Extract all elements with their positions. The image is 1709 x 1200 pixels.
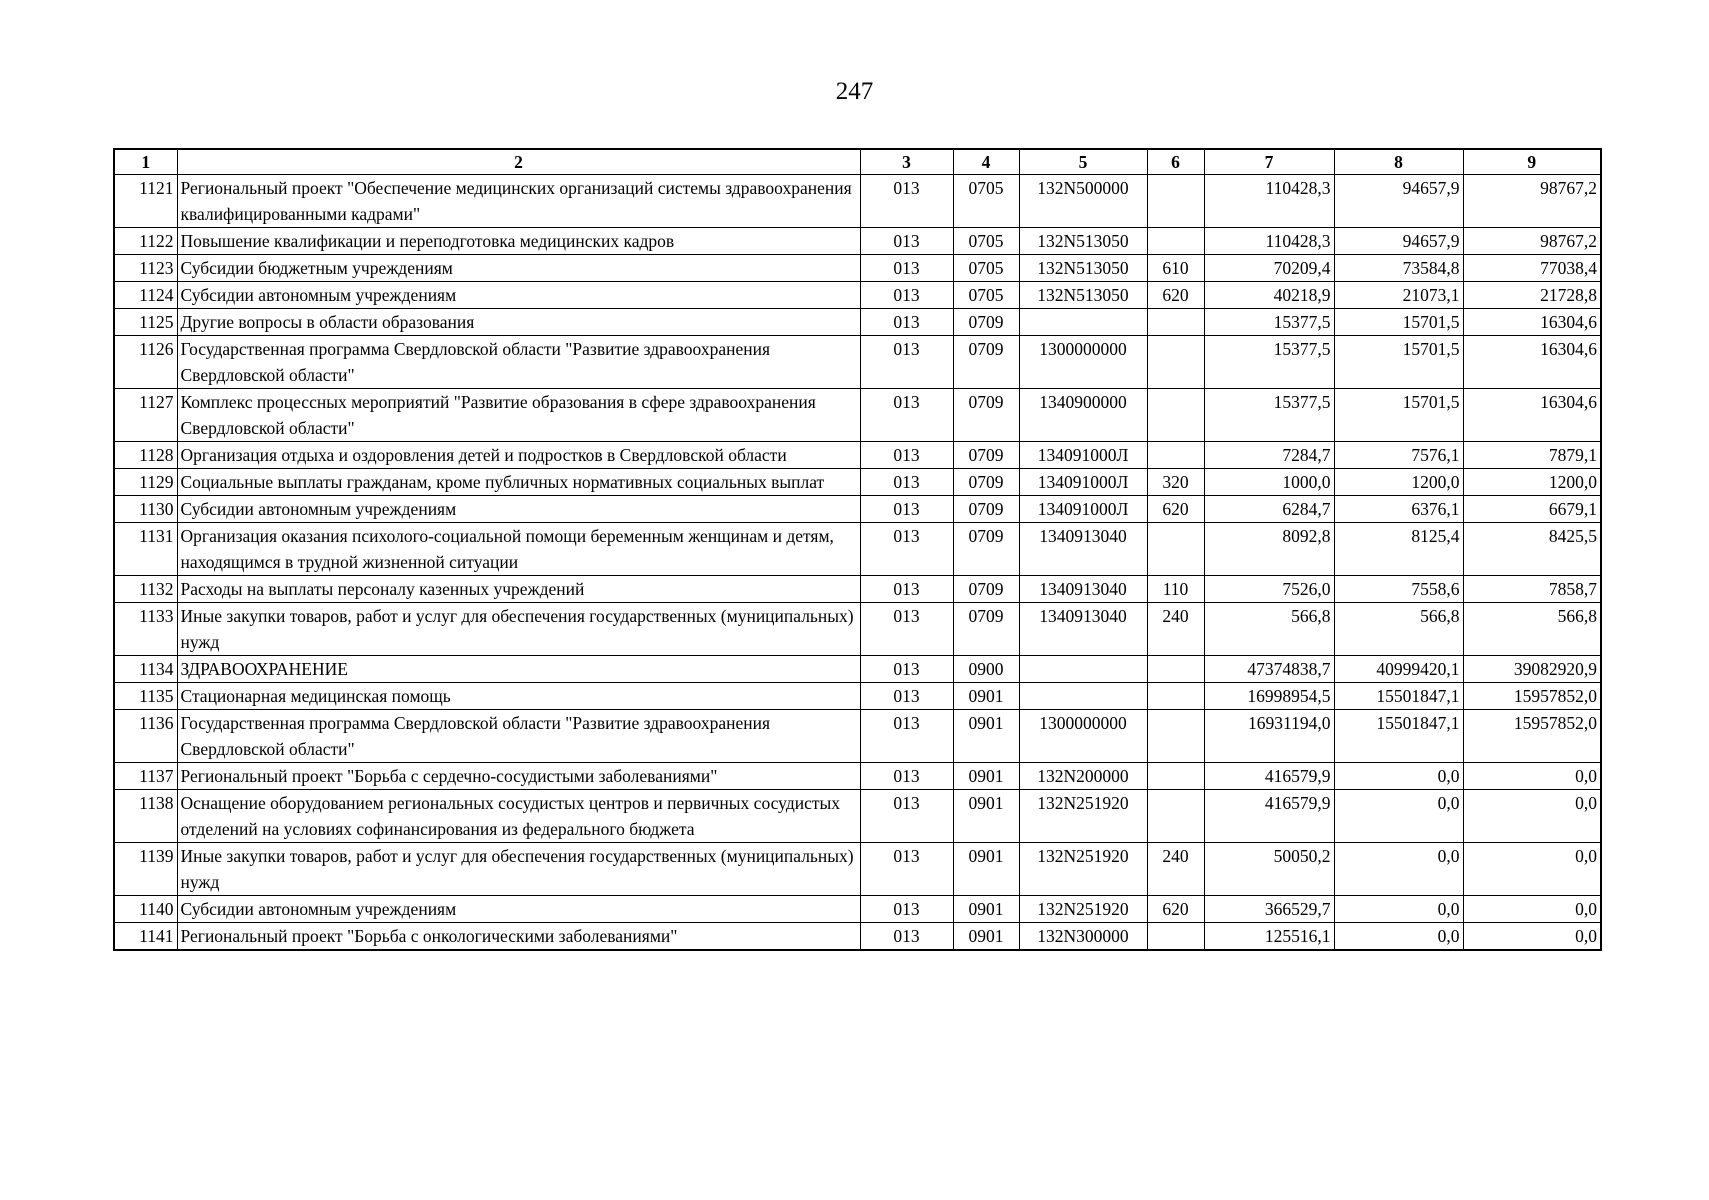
target-code-cell: 1340913040	[1019, 523, 1147, 576]
amount-year3-cell: 77038,4	[1463, 255, 1601, 282]
target-code-cell: 132N251920	[1019, 843, 1147, 896]
target-code-cell: 132N513050	[1019, 282, 1147, 309]
section-code-cell: 0709	[953, 523, 1019, 576]
expense-type-cell	[1147, 336, 1204, 389]
amount-year1-cell: 110428,3	[1204, 228, 1334, 255]
section-code-cell: 0709	[953, 469, 1019, 496]
amount-year1-cell: 125516,1	[1204, 923, 1334, 951]
amount-year2-cell: 0,0	[1334, 923, 1463, 951]
amount-year3-cell: 16304,6	[1463, 336, 1601, 389]
table-row	[114, 309, 1601, 336]
amount-year3-cell: 39082920,9	[1463, 656, 1601, 683]
description-cell: Региональный проект "Борьба с онкологическими заболеваниями"	[177, 923, 860, 951]
amount-year3-cell: 15957852,0	[1463, 710, 1601, 763]
target-code-cell	[1019, 683, 1147, 710]
expense-type-cell	[1147, 523, 1204, 576]
table-row	[114, 683, 1601, 710]
column-header: 4	[953, 149, 1019, 175]
column-header: 6	[1147, 149, 1204, 175]
description-cell: Государственная программа Свердловской области "Развитие здравоохранения Свердловской области"	[177, 336, 860, 389]
section-code-cell: 0901	[953, 710, 1019, 763]
description-cell: Повышение квалификации и переподготовка медицинских кадров	[177, 228, 860, 255]
admin-code-cell: 013	[860, 469, 953, 496]
expense-type-cell: 620	[1147, 282, 1204, 309]
amount-year1-cell: 15377,5	[1204, 336, 1334, 389]
description-cell: ЗДРАВООХРАНЕНИЕ	[177, 656, 860, 683]
amount-year1-cell: 416579,9	[1204, 763, 1334, 790]
table-row	[114, 255, 1601, 282]
section-code-cell: 0709	[953, 603, 1019, 656]
description-cell: Стационарная медицинская помощь	[177, 683, 860, 710]
amount-year3-cell: 0,0	[1463, 790, 1601, 843]
amount-year2-cell: 15501847,1	[1334, 683, 1463, 710]
amount-year3-cell: 0,0	[1463, 763, 1601, 790]
target-code-cell: 134091000Л	[1019, 496, 1147, 523]
admin-code-cell: 013	[860, 255, 953, 282]
amount-year3-cell: 6679,1	[1463, 496, 1601, 523]
target-code-cell: 1300000000	[1019, 336, 1147, 389]
amount-year2-cell: 15701,5	[1334, 389, 1463, 442]
description-cell: Социальные выплаты гражданам, кроме публичных нормативных социальных выплат	[177, 469, 860, 496]
expense-type-cell	[1147, 175, 1204, 228]
row-number-cell: 1125	[114, 309, 177, 336]
amount-year1-cell: 16998954,5	[1204, 683, 1334, 710]
amount-year2-cell: 73584,8	[1334, 255, 1463, 282]
amount-year3-cell: 8425,5	[1463, 523, 1601, 576]
amount-year1-cell: 7526,0	[1204, 576, 1334, 603]
expense-type-cell: 240	[1147, 603, 1204, 656]
admin-code-cell: 013	[860, 790, 953, 843]
description-cell: Государственная программа Свердловской области "Развитие здравоохранения Свердловской области"	[177, 710, 860, 763]
section-code-cell: 0705	[953, 282, 1019, 309]
amount-year2-cell: 0,0	[1334, 896, 1463, 923]
admin-code-cell: 013	[860, 896, 953, 923]
admin-code-cell: 013	[860, 576, 953, 603]
amount-year3-cell: 0,0	[1463, 923, 1601, 951]
target-code-cell: 1340913040	[1019, 603, 1147, 656]
table-row	[114, 523, 1601, 576]
amount-year3-cell: 98767,2	[1463, 175, 1601, 228]
target-code-cell: 132N500000	[1019, 175, 1147, 228]
amount-year1-cell: 50050,2	[1204, 843, 1334, 896]
table-row	[114, 790, 1601, 843]
target-code-cell: 132N200000	[1019, 763, 1147, 790]
admin-code-cell: 013	[860, 710, 953, 763]
amount-year1-cell: 416579,9	[1204, 790, 1334, 843]
target-code-cell: 132N251920	[1019, 790, 1147, 843]
amount-year2-cell: 0,0	[1334, 790, 1463, 843]
amount-year3-cell: 15957852,0	[1463, 683, 1601, 710]
amount-year1-cell: 110428,3	[1204, 175, 1334, 228]
admin-code-cell: 013	[860, 228, 953, 255]
description-cell: Субсидии автономным учреждениям	[177, 282, 860, 309]
section-code-cell: 0709	[953, 389, 1019, 442]
row-number-cell: 1141	[114, 923, 177, 951]
amount-year3-cell: 7879,1	[1463, 442, 1601, 469]
section-code-cell: 0709	[953, 442, 1019, 469]
description-cell: Субсидии автономным учреждениям	[177, 496, 860, 523]
target-code-cell: 132N300000	[1019, 923, 1147, 951]
table-row	[114, 896, 1601, 923]
amount-year1-cell: 7284,7	[1204, 442, 1334, 469]
amount-year2-cell: 7576,1	[1334, 442, 1463, 469]
amount-year2-cell: 8125,4	[1334, 523, 1463, 576]
amount-year1-cell: 6284,7	[1204, 496, 1334, 523]
table-row	[114, 763, 1601, 790]
target-code-cell: 134091000Л	[1019, 469, 1147, 496]
expense-type-cell	[1147, 442, 1204, 469]
admin-code-cell: 013	[860, 923, 953, 951]
row-number-cell: 1126	[114, 336, 177, 389]
target-code-cell: 132N251920	[1019, 896, 1147, 923]
amount-year2-cell: 15701,5	[1334, 309, 1463, 336]
admin-code-cell: 013	[860, 656, 953, 683]
description-cell: Организация оказания психолого-социальной помощи беременным женщинам и детям, находящимся в трудной жизненной ситуации	[177, 523, 860, 576]
target-code-cell	[1019, 656, 1147, 683]
table-row	[114, 336, 1601, 389]
admin-code-cell: 013	[860, 496, 953, 523]
column-header: 9	[1463, 149, 1601, 175]
row-number-cell: 1139	[114, 843, 177, 896]
description-cell: Оснащение оборудованием региональных сосудистых центров и первичных сосудистых отделений на условиях софинансирования из федерального бюджета	[177, 790, 860, 843]
amount-year3-cell: 1200,0	[1463, 469, 1601, 496]
amount-year1-cell: 366529,7	[1204, 896, 1334, 923]
amount-year1-cell: 70209,4	[1204, 255, 1334, 282]
description-cell: Субсидии бюджетным учреждениям	[177, 255, 860, 282]
amount-year3-cell: 7858,7	[1463, 576, 1601, 603]
expense-type-cell: 240	[1147, 843, 1204, 896]
amount-year3-cell: 21728,8	[1463, 282, 1601, 309]
amount-year1-cell: 15377,5	[1204, 309, 1334, 336]
row-number-cell: 1122	[114, 228, 177, 255]
admin-code-cell: 013	[860, 336, 953, 389]
section-code-cell: 0709	[953, 336, 1019, 389]
column-header: 1	[114, 149, 177, 175]
budget-table	[113, 148, 1602, 951]
amount-year2-cell: 21073,1	[1334, 282, 1463, 309]
expense-type-cell: 110	[1147, 576, 1204, 603]
table-row	[114, 496, 1601, 523]
admin-code-cell: 013	[860, 282, 953, 309]
amount-year2-cell: 566,8	[1334, 603, 1463, 656]
expense-type-cell	[1147, 683, 1204, 710]
amount-year3-cell: 566,8	[1463, 603, 1601, 656]
admin-code-cell: 013	[860, 603, 953, 656]
row-number-cell: 1128	[114, 442, 177, 469]
table-row	[114, 576, 1601, 603]
section-code-cell: 0709	[953, 496, 1019, 523]
admin-code-cell: 013	[860, 843, 953, 896]
section-code-cell: 0901	[953, 923, 1019, 951]
description-cell: Региональный проект "Борьба с сердечно-сосудистыми заболеваниями"	[177, 763, 860, 790]
table-body	[114, 175, 1601, 951]
table-row	[114, 282, 1601, 309]
row-number-cell: 1137	[114, 763, 177, 790]
amount-year1-cell: 15377,5	[1204, 389, 1334, 442]
row-number-cell: 1121	[114, 175, 177, 228]
section-code-cell: 0901	[953, 763, 1019, 790]
target-code-cell: 1340913040	[1019, 576, 1147, 603]
section-code-cell: 0901	[953, 683, 1019, 710]
section-code-cell: 0901	[953, 843, 1019, 896]
table-row	[114, 603, 1601, 656]
amount-year2-cell: 7558,6	[1334, 576, 1463, 603]
expense-type-cell	[1147, 656, 1204, 683]
amount-year3-cell: 98767,2	[1463, 228, 1601, 255]
amount-year3-cell: 16304,6	[1463, 389, 1601, 442]
expense-type-cell	[1147, 309, 1204, 336]
amount-year1-cell: 40218,9	[1204, 282, 1334, 309]
amount-year1-cell: 16931194,0	[1204, 710, 1334, 763]
row-number-cell: 1127	[114, 389, 177, 442]
admin-code-cell: 013	[860, 683, 953, 710]
column-header: 2	[177, 149, 860, 175]
target-code-cell	[1019, 309, 1147, 336]
row-number-cell: 1129	[114, 469, 177, 496]
amount-year3-cell: 0,0	[1463, 896, 1601, 923]
description-cell: Региональный проект "Обеспечение медицинских организаций системы здравоохранения квалифицированными кадрами"	[177, 175, 860, 228]
admin-code-cell: 013	[860, 389, 953, 442]
row-number-cell: 1130	[114, 496, 177, 523]
admin-code-cell: 013	[860, 175, 953, 228]
description-cell: Иные закупки товаров, работ и услуг для обеспечения государственных (муниципальных) нужд	[177, 843, 860, 896]
expense-type-cell	[1147, 923, 1204, 951]
admin-code-cell: 013	[860, 442, 953, 469]
row-number-cell: 1140	[114, 896, 177, 923]
amount-year2-cell: 15701,5	[1334, 336, 1463, 389]
section-code-cell: 0705	[953, 175, 1019, 228]
section-code-cell: 0709	[953, 576, 1019, 603]
table-row	[114, 656, 1601, 683]
amount-year3-cell: 16304,6	[1463, 309, 1601, 336]
expense-type-cell	[1147, 790, 1204, 843]
row-number-cell: 1124	[114, 282, 177, 309]
target-code-cell: 1340900000	[1019, 389, 1147, 442]
row-number-cell: 1134	[114, 656, 177, 683]
amount-year2-cell: 15501847,1	[1334, 710, 1463, 763]
expense-type-cell: 620	[1147, 496, 1204, 523]
expense-type-cell	[1147, 710, 1204, 763]
section-code-cell: 0709	[953, 309, 1019, 336]
amount-year3-cell: 0,0	[1463, 843, 1601, 896]
column-header: 5	[1019, 149, 1147, 175]
description-cell: Расходы на выплаты персоналу казенных учреждений	[177, 576, 860, 603]
table-row	[114, 710, 1601, 763]
amount-year2-cell: 0,0	[1334, 843, 1463, 896]
section-code-cell: 0901	[953, 790, 1019, 843]
header-row	[114, 149, 1601, 175]
row-number-cell: 1131	[114, 523, 177, 576]
description-cell: Субсидии автономным учреждениям	[177, 896, 860, 923]
row-number-cell: 1123	[114, 255, 177, 282]
table-row	[114, 923, 1601, 951]
expense-type-cell: 620	[1147, 896, 1204, 923]
amount-year2-cell: 6376,1	[1334, 496, 1463, 523]
amount-year2-cell: 94657,9	[1334, 228, 1463, 255]
table-row	[114, 228, 1601, 255]
table-row	[114, 389, 1601, 442]
section-code-cell: 0705	[953, 255, 1019, 282]
amount-year2-cell: 94657,9	[1334, 175, 1463, 228]
target-code-cell: 132N513050	[1019, 255, 1147, 282]
page-number: 247	[835, 78, 874, 105]
section-code-cell: 0901	[953, 896, 1019, 923]
row-number-cell: 1133	[114, 603, 177, 656]
row-number-cell: 1135	[114, 683, 177, 710]
description-cell: Другие вопросы в области образования	[177, 309, 860, 336]
expense-type-cell: 610	[1147, 255, 1204, 282]
table-row	[114, 469, 1601, 496]
row-number-cell: 1138	[114, 790, 177, 843]
amount-year1-cell: 566,8	[1204, 603, 1334, 656]
target-code-cell: 132N513050	[1019, 228, 1147, 255]
description-cell: Организация отдыха и оздоровления детей и подростков в Свердловской области	[177, 442, 860, 469]
expense-type-cell	[1147, 763, 1204, 790]
admin-code-cell: 013	[860, 763, 953, 790]
target-code-cell: 134091000Л	[1019, 442, 1147, 469]
column-header: 3	[860, 149, 953, 175]
amount-year2-cell: 40999420,1	[1334, 656, 1463, 683]
row-number-cell: 1132	[114, 576, 177, 603]
expense-type-cell: 320	[1147, 469, 1204, 496]
expense-type-cell	[1147, 389, 1204, 442]
admin-code-cell: 013	[860, 523, 953, 576]
amount-year1-cell: 8092,8	[1204, 523, 1334, 576]
column-header: 7	[1204, 149, 1334, 175]
expense-type-cell	[1147, 228, 1204, 255]
admin-code-cell: 013	[860, 309, 953, 336]
amount-year1-cell: 1000,0	[1204, 469, 1334, 496]
description-cell: Иные закупки товаров, работ и услуг для обеспечения государственных (муниципальных) нужд	[177, 603, 860, 656]
table-row	[114, 175, 1601, 228]
section-code-cell: 0900	[953, 656, 1019, 683]
target-code-cell: 1300000000	[1019, 710, 1147, 763]
table-row	[114, 843, 1601, 896]
amount-year2-cell: 1200,0	[1334, 469, 1463, 496]
row-number-cell: 1136	[114, 710, 177, 763]
table-row	[114, 442, 1601, 469]
column-header: 8	[1334, 149, 1463, 175]
amount-year1-cell: 47374838,7	[1204, 656, 1334, 683]
section-code-cell: 0705	[953, 228, 1019, 255]
description-cell: Комплекс процессных мероприятий "Развитие образования в сфере здравоохранения Свердловской области"	[177, 389, 860, 442]
amount-year2-cell: 0,0	[1334, 763, 1463, 790]
